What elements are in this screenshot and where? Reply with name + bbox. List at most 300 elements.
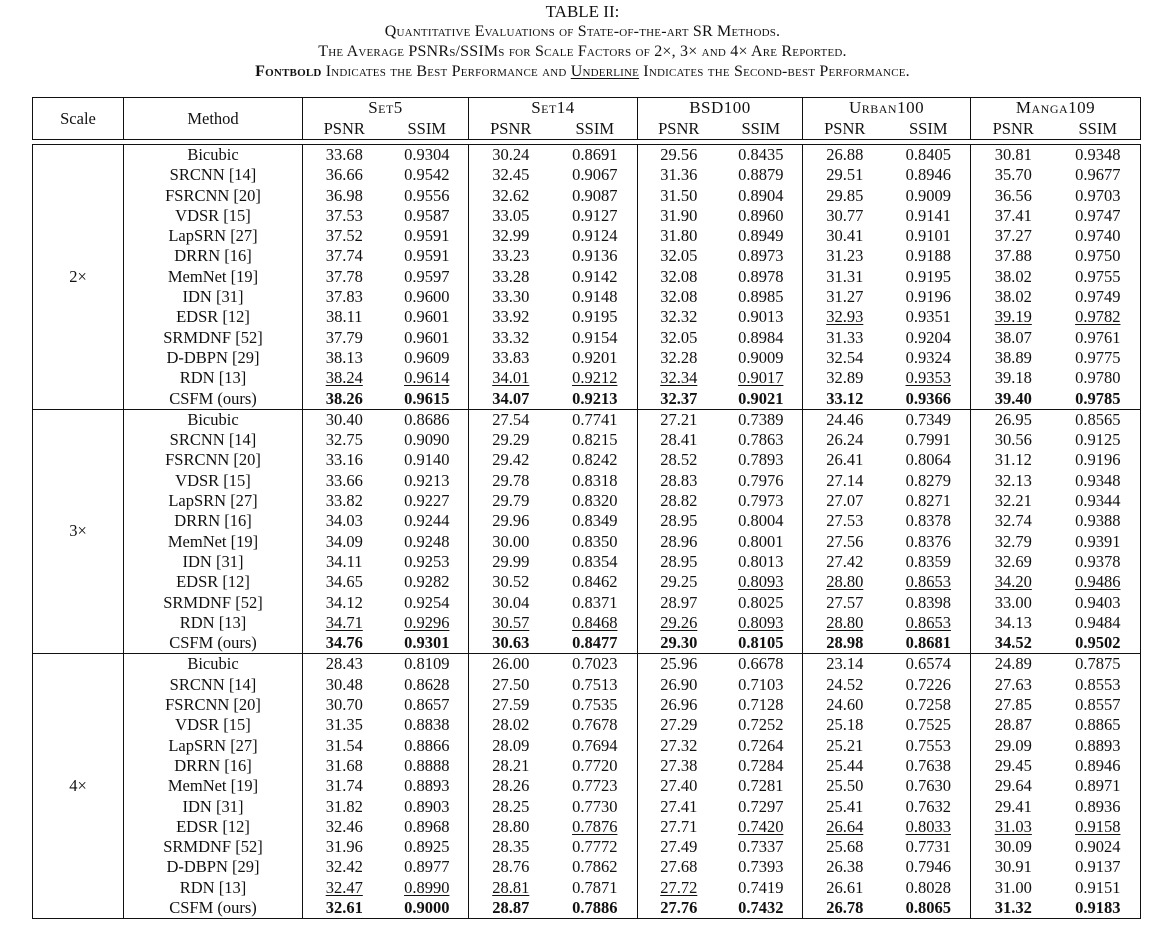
cell-value: 30.70 <box>325 695 363 715</box>
cell-value: 0.7513 <box>572 674 618 694</box>
manga109-ssim-cell <box>1056 491 1141 511</box>
cell-value: 0.8093 <box>738 612 784 632</box>
cell-value: 37.52 <box>325 226 363 246</box>
set14-psnr-cell <box>469 471 553 491</box>
cell-value: 31.50 <box>660 185 698 205</box>
cell-value: 25.44 <box>826 755 864 775</box>
manga109-psnr-cell <box>971 267 1056 287</box>
bsd100-ssim-cell <box>720 572 803 592</box>
cell-value: 26.64 <box>826 816 864 836</box>
table-row <box>33 206 1141 226</box>
header-method: Method <box>124 98 303 140</box>
cell-value: 38.02 <box>994 287 1032 307</box>
cell-value: 31.35 <box>325 715 363 735</box>
manga109-ssim-cell <box>1056 348 1141 368</box>
cell-value: 38.02 <box>994 266 1032 286</box>
manga109-ssim-cell <box>1056 328 1141 348</box>
set5-psnr-cell <box>303 206 386 226</box>
urban100-psnr-cell <box>803 715 887 735</box>
cell-value: 25.41 <box>826 796 864 816</box>
table-row <box>33 857 1141 877</box>
cell-value: 0.8866 <box>404 735 450 755</box>
cell-value: 0.8653 <box>905 612 951 632</box>
set14-psnr-cell <box>469 756 553 776</box>
cell-value: 25.18 <box>826 715 864 735</box>
urban100-ssim-cell <box>887 409 971 430</box>
cell-value: 0.8405 <box>905 145 951 164</box>
cell-value: 0.9609 <box>404 347 450 367</box>
cell-value: 0.8977 <box>404 857 450 877</box>
bsd100-psnr-cell <box>638 450 720 470</box>
cell-value: 0.8686 <box>404 409 450 429</box>
cell-value: 0.9148 <box>572 287 618 307</box>
caption-text: Indicates the Best Performance and <box>321 63 571 80</box>
set5-ssim-cell <box>386 613 469 633</box>
cell-value: 34.52 <box>994 633 1032 653</box>
cell-value: 0.9183 <box>1075 897 1121 917</box>
cell-value: 0.7389 <box>738 409 784 429</box>
cell-value: 0.9780 <box>1075 368 1121 388</box>
header-dataset-manga109: Manga109 <box>1015 98 1096 118</box>
cell-value: 34.03 <box>325 511 363 531</box>
cell-value: 0.9212 <box>572 368 618 388</box>
set14-ssim-cell <box>553 593 638 613</box>
bsd100-ssim-cell <box>720 776 803 796</box>
bsd100-psnr-cell <box>638 756 720 776</box>
cell-value: 31.12 <box>994 450 1032 470</box>
bsd100-psnr-cell <box>638 878 720 898</box>
set14-psnr-cell <box>469 328 553 348</box>
cell-value: 29.42 <box>492 450 530 470</box>
set14-ssim-cell <box>553 797 638 817</box>
method-cell: DRRN [16] <box>124 511 303 531</box>
urban100-ssim-cell <box>887 450 971 470</box>
set14-ssim-cell <box>553 328 638 348</box>
cell-value: 34.09 <box>325 531 363 551</box>
manga109-ssim-cell <box>1056 837 1141 857</box>
set14-psnr-cell <box>469 267 553 287</box>
cell-value: 0.8242 <box>572 450 618 470</box>
cell-value: 28.76 <box>492 857 530 877</box>
manga109-psnr-cell <box>971 389 1056 410</box>
manga109-psnr-cell <box>971 186 1056 206</box>
cell-value: 0.9782 <box>1075 307 1121 327</box>
cell-value: 34.71 <box>325 612 363 632</box>
cell-value: 0.7991 <box>905 430 951 450</box>
cell-value: 0.7946 <box>905 857 951 877</box>
cell-value: 0.7226 <box>905 674 951 694</box>
cell-value: 0.8033 <box>905 816 951 836</box>
set14-ssim-cell <box>553 857 638 877</box>
cell-value: 32.32 <box>660 307 698 327</box>
cell-value: 34.07 <box>492 388 530 408</box>
cell-value: 0.9587 <box>404 205 450 225</box>
manga109-ssim-cell <box>1056 307 1141 327</box>
cell-value: 0.9348 <box>1075 470 1121 490</box>
cell-value: 27.41 <box>660 796 698 816</box>
cell-value: 31.33 <box>826 327 864 347</box>
set14-ssim-cell <box>553 654 638 675</box>
cell-value: 0.9597 <box>404 266 450 286</box>
cell-value: 25.21 <box>826 735 864 755</box>
cell-value: 31.90 <box>660 205 698 225</box>
cell-value: 31.32 <box>994 897 1032 917</box>
urban100-ssim-cell <box>887 267 971 287</box>
cell-value: 0.7337 <box>738 837 784 857</box>
urban100-ssim-cell <box>887 572 971 592</box>
set5-psnr-cell <box>303 736 386 756</box>
cell-value: 32.74 <box>994 511 1032 531</box>
cell-value: 30.24 <box>492 145 530 164</box>
header-dataset-bsd100: BSD100 <box>638 98 803 119</box>
urban100-psnr-cell <box>803 552 887 572</box>
cell-value: 28.80 <box>826 572 864 592</box>
manga109-psnr-cell <box>971 715 1056 735</box>
cell-value: 0.9021 <box>738 388 784 408</box>
cell-value: 33.83 <box>492 347 530 367</box>
set5-psnr-cell <box>303 675 386 695</box>
cell-value: 32.08 <box>660 287 698 307</box>
cell-value: 0.8004 <box>738 511 784 531</box>
manga109-psnr-cell <box>971 675 1056 695</box>
cell-value: 0.8973 <box>738 246 784 266</box>
cell-value: 30.04 <box>492 592 530 612</box>
bsd100-ssim-cell <box>720 675 803 695</box>
cell-value: 0.7632 <box>905 796 951 816</box>
method-cell: Bicubic <box>124 409 303 430</box>
cell-value: 0.8093 <box>738 572 784 592</box>
manga109-ssim-cell <box>1056 878 1141 898</box>
bsd100-ssim-cell <box>720 368 803 388</box>
cell-value: 27.53 <box>826 511 864 531</box>
set14-psnr-cell <box>469 226 553 246</box>
cell-value: 0.8691 <box>572 145 618 164</box>
cell-value: 0.9196 <box>905 287 951 307</box>
cell-value: 28.02 <box>492 715 530 735</box>
manga109-psnr-cell <box>971 837 1056 857</box>
header-psnr: PSNR <box>824 118 866 138</box>
cell-value: 38.26 <box>325 388 363 408</box>
cell-value: 0.7723 <box>572 776 618 796</box>
cell-value: 0.9142 <box>572 266 618 286</box>
urban100-ssim-cell <box>887 715 971 735</box>
manga109-psnr-cell <box>971 736 1056 756</box>
set14-ssim-cell <box>553 756 638 776</box>
cell-value: 0.7973 <box>738 491 784 511</box>
cell-value: 27.59 <box>492 695 530 715</box>
manga109-psnr-cell <box>971 226 1056 246</box>
set5-psnr-cell <box>303 654 386 675</box>
cell-value: 39.40 <box>994 388 1032 408</box>
table-row <box>33 450 1141 470</box>
cell-value: 31.74 <box>325 776 363 796</box>
set14-ssim-cell <box>553 817 638 837</box>
manga109-ssim-cell <box>1056 675 1141 695</box>
table-row <box>33 328 1141 348</box>
cell-value: 0.8477 <box>572 633 618 653</box>
cell-value: 29.99 <box>492 551 530 571</box>
cell-value: 0.9154 <box>572 327 618 347</box>
cell-value: 38.24 <box>325 368 363 388</box>
set5-ssim-cell <box>386 287 469 307</box>
urban100-psnr-cell <box>803 837 887 857</box>
cell-value: 38.11 <box>325 307 363 327</box>
cell-value: 0.7772 <box>572 837 618 857</box>
cell-value: 0.9344 <box>1075 491 1121 511</box>
table-row <box>33 430 1141 450</box>
cell-value: 0.9087 <box>572 185 618 205</box>
cell-value: 0.9785 <box>1075 388 1121 408</box>
cell-value: 0.9213 <box>572 388 618 408</box>
manga109-psnr-cell <box>971 307 1056 327</box>
cell-value: 0.8354 <box>572 551 618 571</box>
set14-psnr-cell <box>469 491 553 511</box>
table-row <box>33 307 1141 327</box>
cell-value: 33.66 <box>325 470 363 490</box>
set5-psnr-cell <box>303 226 386 246</box>
cell-value: 0.8946 <box>905 165 951 185</box>
scale-cell: 3× <box>33 409 124 654</box>
bsd100-ssim-cell <box>720 348 803 368</box>
set5-ssim-cell <box>386 837 469 857</box>
urban100-ssim-cell <box>887 389 971 410</box>
set5-psnr-cell <box>303 287 386 307</box>
cell-value: 28.80 <box>826 612 864 632</box>
bsd100-ssim-cell <box>720 736 803 756</box>
manga109-ssim-cell <box>1056 695 1141 715</box>
table-row <box>33 756 1141 776</box>
bsd100-ssim-cell <box>720 695 803 715</box>
cell-value: 32.62 <box>492 185 530 205</box>
cell-value: 28.26 <box>492 776 530 796</box>
set14-ssim-cell <box>553 287 638 307</box>
method-cell: SRCNN [14] <box>124 165 303 185</box>
cell-value: 30.91 <box>994 857 1032 877</box>
cell-value: 31.31 <box>826 266 864 286</box>
manga109-ssim-cell <box>1056 715 1141 735</box>
cell-value: 0.9591 <box>404 246 450 266</box>
bsd100-ssim-cell <box>720 633 803 654</box>
cell-value: 0.9614 <box>404 368 450 388</box>
urban100-psnr-cell <box>803 226 887 246</box>
cell-value: 0.8925 <box>404 837 450 857</box>
cell-value: 0.9591 <box>404 226 450 246</box>
bsd100-psnr-cell <box>638 572 720 592</box>
cell-value: 27.21 <box>660 409 698 429</box>
manga109-psnr-cell <box>971 552 1056 572</box>
cell-value: 0.9137 <box>1075 857 1121 877</box>
cell-value: 28.95 <box>660 511 698 531</box>
urban100-ssim-cell <box>887 857 971 877</box>
cell-value: 0.8949 <box>738 226 784 246</box>
table-row <box>33 715 1141 735</box>
caption-bold-word: Fontbold <box>255 63 322 80</box>
cell-value: 0.8888 <box>404 755 450 775</box>
cell-value: 32.37 <box>660 388 698 408</box>
set5-psnr-cell <box>303 633 386 654</box>
cell-value: 0.7886 <box>572 897 618 917</box>
cell-value: 37.74 <box>325 246 363 266</box>
cell-value: 0.8553 <box>1075 674 1121 694</box>
urban100-ssim-cell <box>887 593 971 613</box>
set14-psnr-cell <box>469 186 553 206</box>
cell-value: 30.56 <box>994 430 1032 450</box>
set5-ssim-cell <box>386 776 469 796</box>
cell-value: 0.7284 <box>738 755 784 775</box>
cell-value: 27.49 <box>660 837 698 857</box>
cell-value: 30.52 <box>492 572 530 592</box>
manga109-ssim-cell <box>1056 532 1141 552</box>
bsd100-ssim-cell <box>720 165 803 185</box>
cell-value: 30.40 <box>325 409 363 429</box>
urban100-ssim-cell <box>887 287 971 307</box>
manga109-ssim-cell <box>1056 817 1141 837</box>
cell-value: 33.82 <box>325 491 363 511</box>
cell-value: 0.9254 <box>404 592 450 612</box>
urban100-psnr-cell <box>803 267 887 287</box>
set14-psnr-cell <box>469 654 553 675</box>
bsd100-ssim-cell <box>720 186 803 206</box>
table-row <box>33 654 1141 675</box>
set5-ssim-cell <box>386 593 469 613</box>
urban100-psnr-cell <box>803 857 887 877</box>
cell-value: 0.7281 <box>738 776 784 796</box>
cell-value: 32.61 <box>325 897 363 917</box>
set5-psnr-cell <box>303 246 386 266</box>
urban100-psnr-cell <box>803 756 887 776</box>
set14-ssim-cell <box>553 837 638 857</box>
set14-psnr-cell <box>469 409 553 430</box>
cell-value: 30.57 <box>492 612 530 632</box>
cell-value: 0.7730 <box>572 796 618 816</box>
cell-value: 28.09 <box>492 735 530 755</box>
set5-ssim-cell <box>386 797 469 817</box>
cell-value: 29.09 <box>994 735 1032 755</box>
cell-value: 27.54 <box>492 409 530 429</box>
cell-value: 0.9196 <box>1075 450 1121 470</box>
urban100-psnr-cell <box>803 409 887 430</box>
bsd100-psnr-cell <box>638 857 720 877</box>
table-row <box>33 368 1141 388</box>
cell-value: 32.13 <box>994 470 1032 490</box>
table-row <box>33 246 1141 266</box>
urban100-ssim-cell <box>887 552 971 572</box>
manga109-ssim-cell <box>1056 430 1141 450</box>
cell-value: 0.7875 <box>1075 654 1121 674</box>
cell-value: 0.9204 <box>905 327 951 347</box>
set5-ssim-cell <box>386 715 469 735</box>
set5-psnr-cell <box>303 552 386 572</box>
cell-value: 0.9615 <box>404 388 450 408</box>
set5-ssim-cell <box>386 675 469 695</box>
cell-value: 34.01 <box>492 368 530 388</box>
cell-value: 0.8936 <box>1075 796 1121 816</box>
bsd100-psnr-cell <box>638 165 720 185</box>
cell-value: 34.76 <box>325 633 363 653</box>
urban100-psnr-cell <box>803 695 887 715</box>
set5-ssim-cell <box>386 695 469 715</box>
set14-ssim-cell <box>553 368 638 388</box>
cell-value: 27.50 <box>492 674 530 694</box>
cell-value: 0.8398 <box>905 592 951 612</box>
manga109-psnr-cell <box>971 593 1056 613</box>
cell-value: 28.81 <box>492 877 530 897</box>
bsd100-psnr-cell <box>638 736 720 756</box>
urban100-ssim-cell <box>887 145 971 166</box>
manga109-ssim-cell <box>1056 552 1141 572</box>
cell-value: 0.9324 <box>905 347 951 367</box>
set5-ssim-cell <box>386 491 469 511</box>
cell-value: 28.41 <box>660 430 698 450</box>
cell-value: 39.19 <box>994 307 1032 327</box>
caption-line-3 <box>0 62 1165 82</box>
set5-psnr-cell <box>303 430 386 450</box>
manga109-psnr-cell <box>971 633 1056 654</box>
set14-psnr-cell <box>469 348 553 368</box>
manga109-ssim-cell <box>1056 389 1141 410</box>
set5-ssim-cell <box>386 307 469 327</box>
header-psnr: PSNR <box>658 118 700 138</box>
method-cell: MemNet [19] <box>124 532 303 552</box>
urban100-psnr-cell <box>803 511 887 531</box>
cell-value: 29.45 <box>994 755 1032 775</box>
set14-ssim-cell <box>553 471 638 491</box>
cell-value: 0.8978 <box>738 266 784 286</box>
manga109-ssim-cell <box>1056 409 1141 430</box>
bsd100-psnr-cell <box>638 715 720 735</box>
cell-value: 0.9301 <box>404 633 450 653</box>
cell-value: 0.9304 <box>404 145 450 164</box>
cell-value: 0.8865 <box>1075 715 1121 735</box>
cell-value: 27.32 <box>660 735 698 755</box>
urban100-ssim-cell <box>887 756 971 776</box>
table-row <box>33 613 1141 633</box>
table-row <box>33 593 1141 613</box>
set5-ssim-cell <box>386 430 469 450</box>
bsd100-psnr-cell <box>638 654 720 675</box>
bsd100-psnr-cell <box>638 430 720 450</box>
cell-value: 25.50 <box>826 776 864 796</box>
manga109-psnr-cell <box>971 613 1056 633</box>
method-cell: SRCNN [14] <box>124 430 303 450</box>
set14-ssim-cell <box>553 409 638 430</box>
cell-value: 36.56 <box>994 185 1032 205</box>
set5-psnr-cell <box>303 348 386 368</box>
set5-ssim-cell <box>386 511 469 531</box>
urban100-psnr-cell <box>803 450 887 470</box>
urban100-psnr-cell <box>803 328 887 348</box>
urban100-ssim-cell <box>887 695 971 715</box>
cell-value: 0.9353 <box>905 368 951 388</box>
set14-psnr-cell <box>469 857 553 877</box>
cell-value: 0.7297 <box>738 796 784 816</box>
cell-value: 0.6678 <box>738 654 784 674</box>
urban100-psnr-cell <box>803 430 887 450</box>
bsd100-ssim-cell <box>720 532 803 552</box>
cell-value: 0.8985 <box>738 287 784 307</box>
bsd100-ssim-cell <box>720 797 803 817</box>
bsd100-psnr-cell <box>638 145 720 166</box>
method-cell: FSRCNN [20] <box>124 695 303 715</box>
cell-value: 27.57 <box>826 592 864 612</box>
cell-value: 0.9024 <box>1075 837 1121 857</box>
cell-value: 24.46 <box>826 409 864 429</box>
cell-value: 0.7862 <box>572 857 618 877</box>
cell-value: 32.21 <box>994 491 1032 511</box>
set14-psnr-cell <box>469 165 553 185</box>
set5-psnr-cell <box>303 145 386 166</box>
bsd100-psnr-cell <box>638 633 720 654</box>
